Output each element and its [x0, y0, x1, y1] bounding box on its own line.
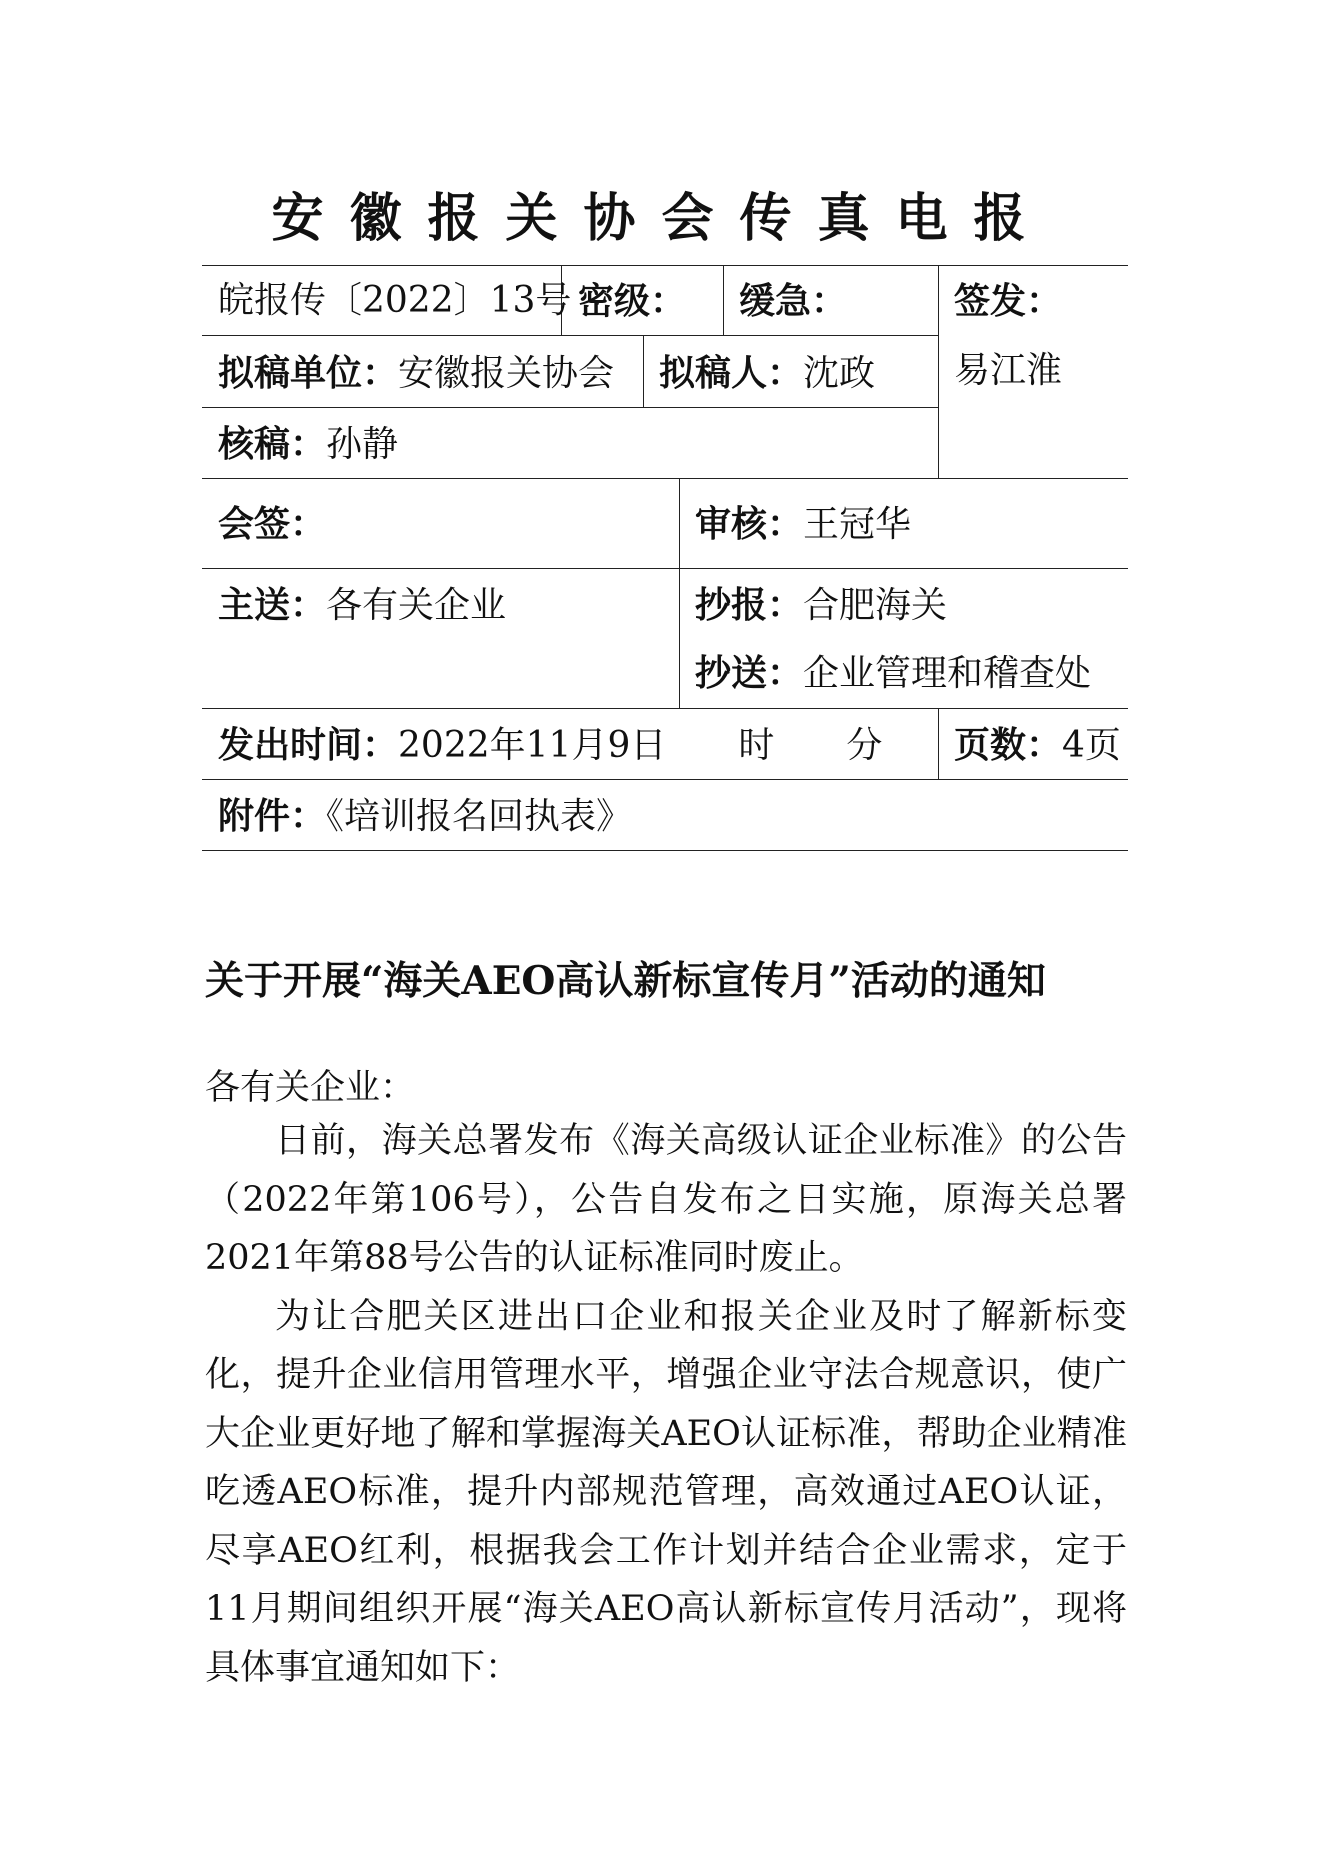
doc-number-value: 皖报传〔2022〕13号	[218, 280, 572, 321]
signoff-value	[954, 350, 1063, 391]
doc-number	[218, 280, 572, 321]
signoff-label: 签发：	[954, 280, 1063, 322]
form-line-row5	[202, 708, 1128, 709]
form-divider	[723, 265, 724, 335]
urgency-field	[739, 280, 848, 322]
countersign-label: 会签：	[218, 503, 327, 545]
form-line-row3	[202, 478, 1128, 479]
form-divider	[938, 265, 939, 478]
telegram-form	[202, 265, 1128, 851]
page-title: 安徽报关协会传真电报	[271, 188, 1052, 249]
form-line-row2	[202, 407, 938, 408]
cc-value: 企业管理和稽查处	[803, 653, 1092, 694]
signoff-signer: 易江淮	[954, 350, 1063, 391]
form-line-row1	[202, 335, 938, 336]
send-time-field	[218, 724, 883, 766]
attachment-label: 附件：	[218, 795, 327, 837]
report-label: 抄报：	[695, 584, 804, 626]
notice-paragraph: 日前，海关总署发布《海关高级认证企业标准》的公告（2022年第106号），公告自发布之日实施，原海关总署2021年第88号公告的认证标准同时废止。	[205, 1121, 1127, 1278]
main-send-label: 主送：	[218, 584, 327, 626]
report-value: 合肥海关	[803, 585, 948, 626]
form-divider	[643, 335, 644, 407]
secrecy-field	[578, 280, 687, 322]
form-line-row6	[202, 779, 1128, 780]
attachment-value: 《培训报名回执表》	[326, 796, 633, 837]
drafter-field	[659, 352, 876, 394]
form-divider	[938, 708, 939, 779]
form-line-row4	[202, 568, 1128, 569]
cc-field	[695, 652, 1092, 694]
pages-label: 页数：	[954, 724, 1063, 766]
review-value: 王冠华	[803, 504, 912, 545]
countersign-field	[218, 503, 327, 545]
cc-label: 抄送：	[695, 652, 804, 694]
check-field	[218, 423, 399, 465]
send-time-value: 2022年11月9日 时 分	[398, 725, 883, 766]
form-line-top	[202, 265, 1128, 266]
drafter-label: 拟稿人：	[659, 352, 804, 394]
secrecy-label: 密级：	[578, 280, 687, 322]
attachment-field	[218, 795, 633, 837]
report-field	[695, 584, 948, 626]
urgency-label: 缓急：	[739, 280, 848, 322]
pages-value: 4页	[1062, 725, 1121, 766]
check-value: 孙静	[326, 424, 399, 465]
send-time-label: 发出时间：	[218, 724, 399, 766]
notice-body	[205, 1112, 1127, 1697]
notice-heading: 关于开展“海关AEO高认新标宣传月”活动的通知	[205, 958, 1046, 1004]
draft-unit-label: 拟稿单位：	[218, 352, 399, 394]
review-field	[695, 503, 912, 545]
review-label: 审核：	[695, 503, 804, 545]
main-send-value: 各有关企业	[326, 585, 507, 626]
draft-unit-field	[218, 352, 615, 394]
drafter-value: 沈政	[803, 353, 876, 394]
check-label: 核稿：	[218, 423, 327, 465]
pages-field	[954, 724, 1121, 766]
main-send-field	[218, 584, 507, 626]
notice-paragraph: 为让合肥关区进出口企业和报关企业及时了解新标变化，提升企业信用管理水平，增强企业守法合规意识，使广大企业更好地了解和掌握海关AEO认证标准，帮助企业精准吃透AEO标准，提升内部规范管理，高效通过AEO认证，尽享AEO红利，根据我会工作计划并结合企业需求，定于11月期间组织开展“海关AEO高认新标宣传月活动”，现将具体事宜通知如下：	[205, 1296, 1127, 1688]
notice-salutation: 各有关企业：	[205, 1068, 416, 1108]
draft-unit-value: 安徽报关协会	[398, 353, 615, 394]
form-line-bottom	[202, 850, 1128, 851]
form-divider	[679, 478, 680, 708]
signoff-field	[954, 280, 1063, 322]
